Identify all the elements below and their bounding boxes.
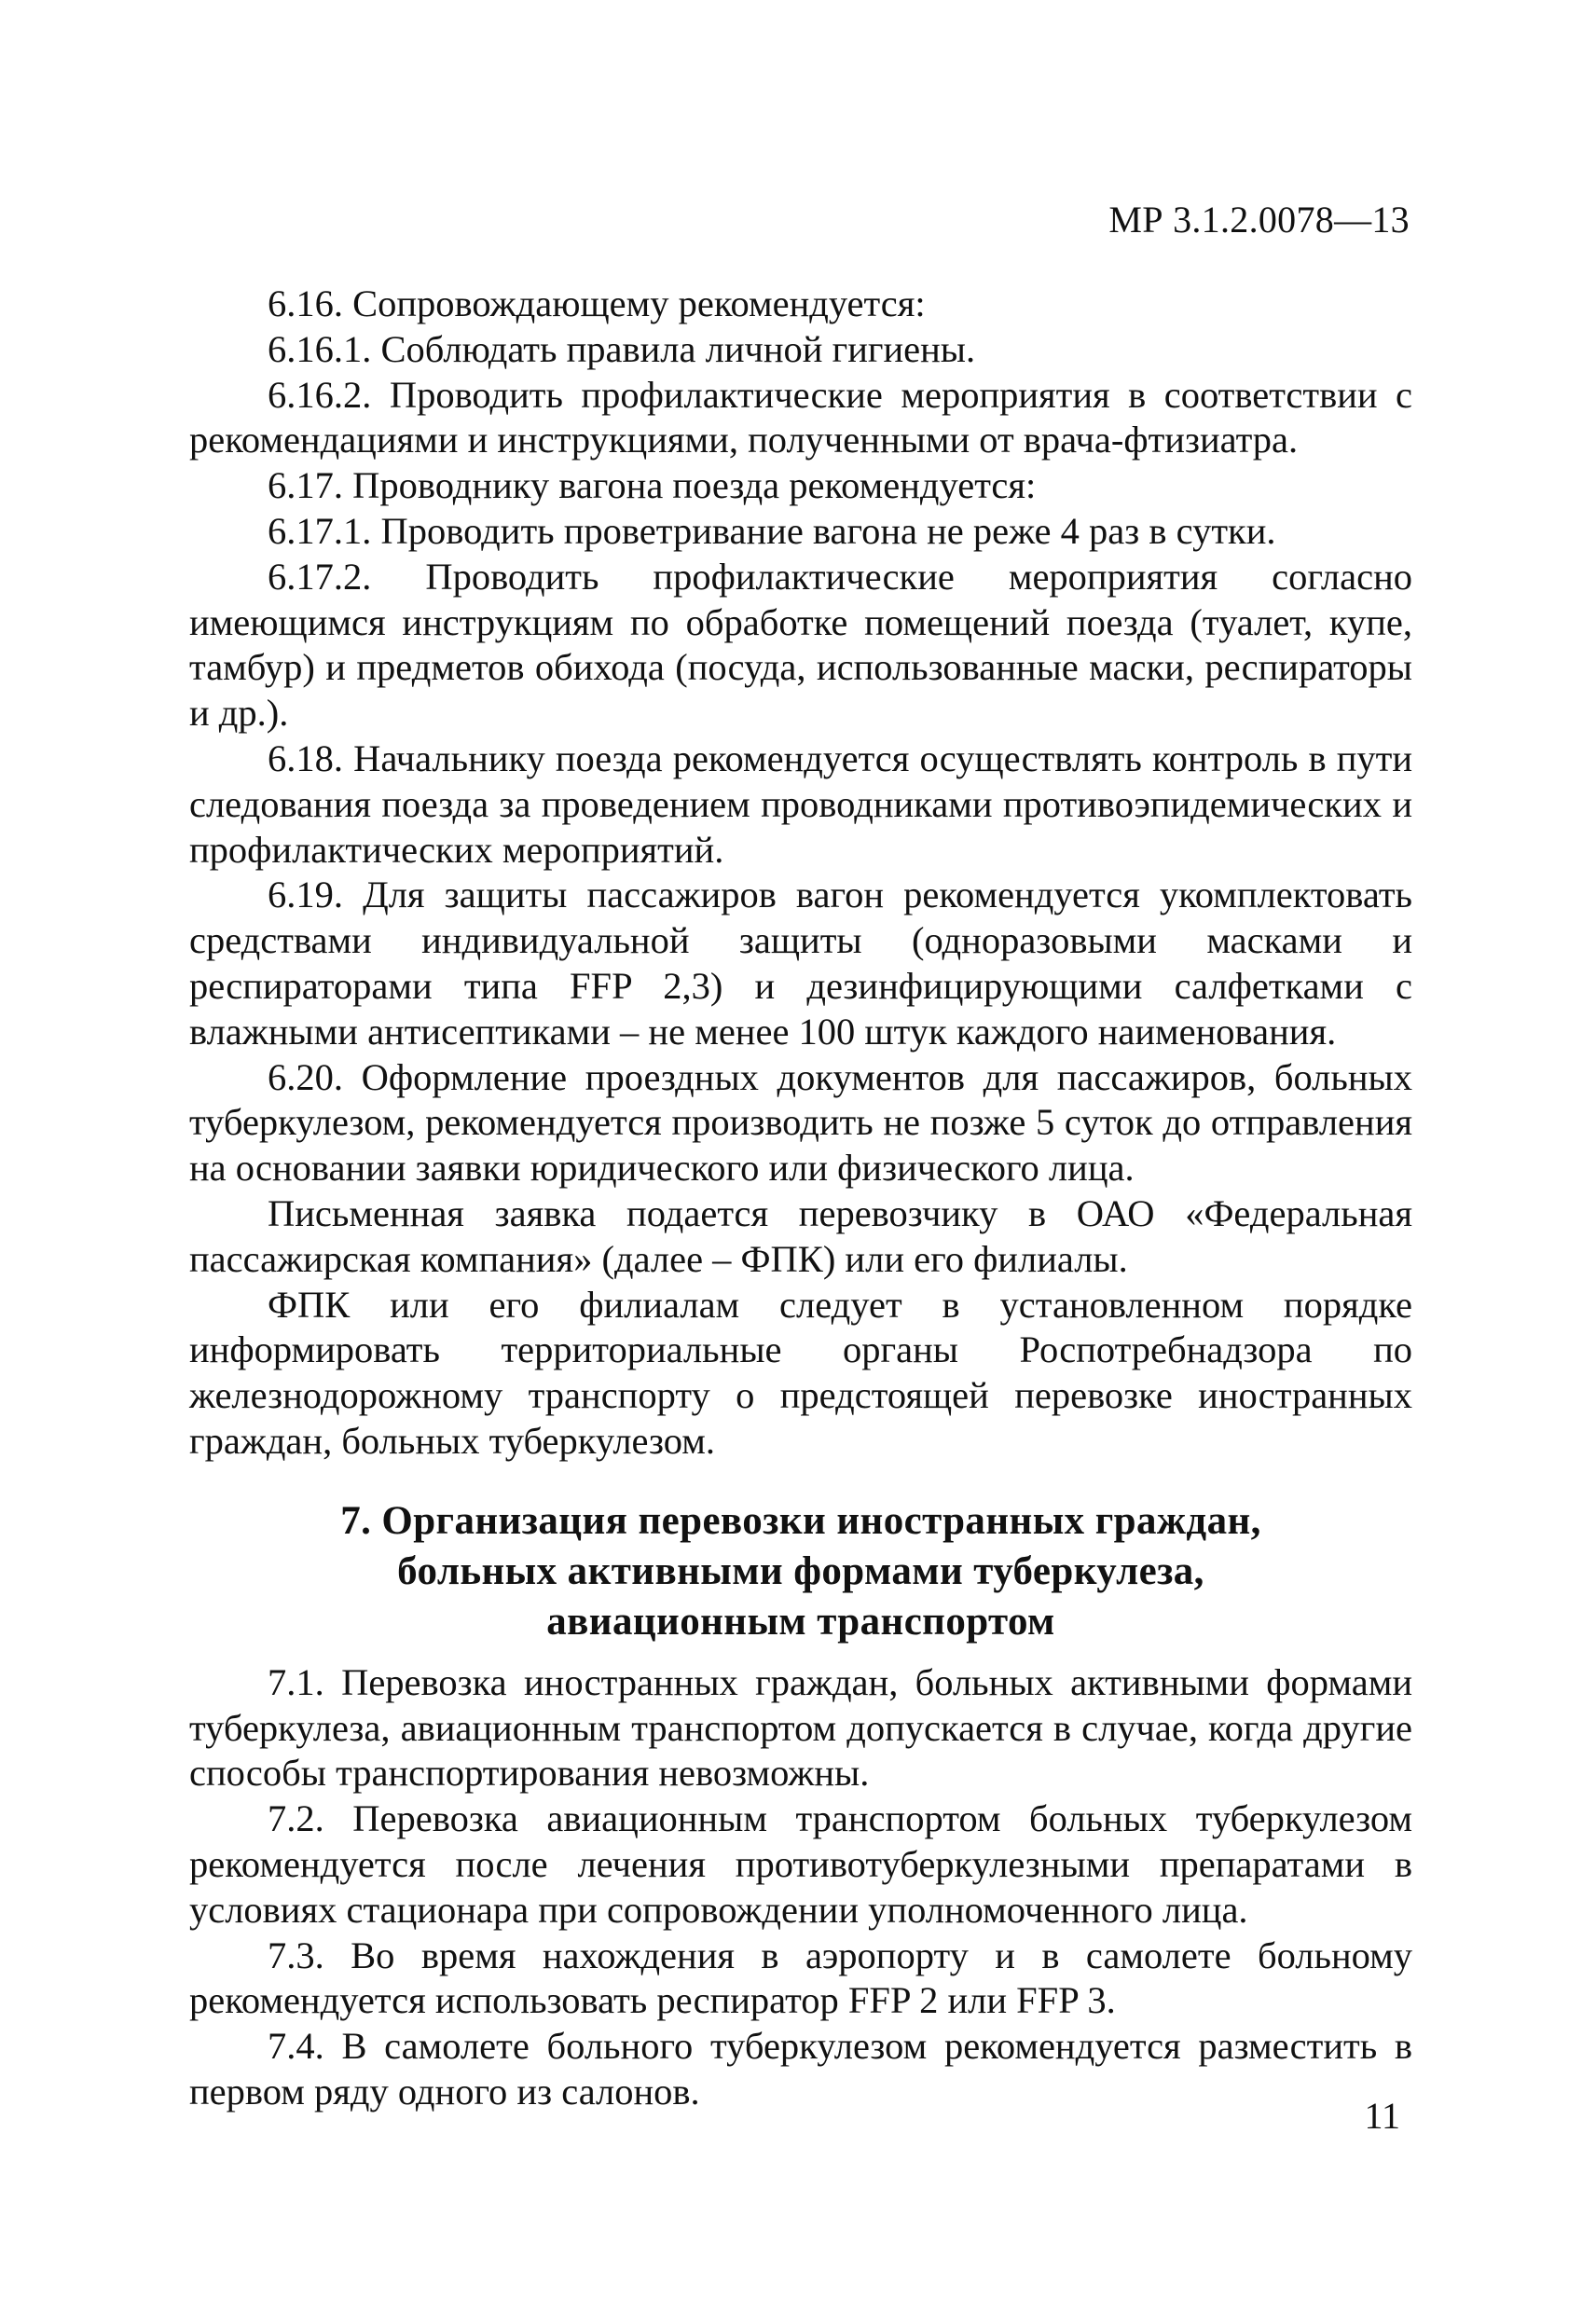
- section-heading-line-1: 7. Организация перевозки иностранных граждан,: [340, 1498, 1261, 1543]
- section-heading-line-3: авиационным транспортом: [546, 1599, 1055, 1644]
- paragraph-6-17-2: 6.17.2. Проводить профилактические мероприятия согласно имеющимся инструкциям по обработке помещений поезда (туалет, купе, тамбур) и предметов обихода (посуда, использованные маски, респираторы и др.).: [189, 555, 1412, 735]
- page-number: 11: [1364, 2095, 1400, 2137]
- paragraph-6-18: 6.18. Начальнику поезда рекомендуется осуществлять контроль в пути следования поезда за проведением проводниками противоэпидемических и профилактических мероприятий.: [189, 736, 1412, 871]
- document-code: МР 3.1.2.0078—13: [1108, 199, 1410, 241]
- paragraph-6-17-1: 6.17.1. Проводить проветривание вагона не реже 4 раз в сутки.: [268, 509, 1276, 552]
- document-body: [189, 282, 1412, 2115]
- section-7-heading: [189, 1496, 1412, 1647]
- paragraph-6-19: 6.19. Для защиты пассажиров вагон рекомендуется укомплектовать средствами индивидуальной защиты (одноразовыми масками и респираторами типа FFP 2,3) и дезинфицирующими салфетками с влажными антисептиками – не менее 100 штук каждого наименования.: [189, 874, 1412, 1053]
- paragraph-6-16: 6.16. Сопровождающему рекомендуется:: [268, 282, 926, 324]
- paragraph-7-4: 7.4. В самолете больного туберкулезом рекомендуется разместить в первом ряду одного из салонов.: [189, 2025, 1412, 2112]
- paragraph-6-16-2: 6.16.2. Проводить профилактические мероприятия в соответствии с рекомендациями и инструкциями, полученными от врача-фтизиатра.: [189, 373, 1412, 461]
- paragraph-fpk-inform: ФПК или его филиалам следует в установленном порядке информировать территориальные органы Роспотребнадзора по железнодорожному транспорту о предстоящей перевозке иностранных граждан, больных туберкулезом.: [189, 1283, 1412, 1462]
- paragraph-7-3: 7.3. Во время нахождения в аэропорту и в самолете больному рекомендуется использовать респиратор FFP 2 или FFP 3.: [189, 1934, 1412, 2022]
- paragraph-6-16-1: 6.16.1. Соблюдать правила личной гигиены.: [268, 327, 976, 370]
- paragraph-7-1: 7.1. Перевозка иностранных граждан, больных активными формами туберкулеза, авиационным транспортом допускается в случае, когда другие способы транспортирования невозможны.: [189, 1660, 1412, 1795]
- paragraph-written-request: Письменная заявка подается перевозчику в ОАО «Федеральная пассажирская компания» (далее – ФПК) или его филиалы.: [189, 1191, 1412, 1280]
- paragraph-7-2: 7.2. Перевозка авиационным транспортом больных туберкулезом рекомендуется после лечения противотуберкулезными препаратами в условиях стационара при сопровождении уполномоченного лица.: [189, 1797, 1412, 1931]
- paragraph-6-17: 6.17. Проводнику вагона поезда рекомендуется:: [268, 464, 1037, 507]
- paragraph-6-20: 6.20. Оформление проездных документов для пассажиров, больных туберкулезом, рекомендуется производить не позже 5 суток до отправления на основании заявки юридического или физического лица.: [189, 1055, 1412, 1190]
- section-heading-line-2: больных активными формами туберкулеза,: [397, 1548, 1204, 1593]
